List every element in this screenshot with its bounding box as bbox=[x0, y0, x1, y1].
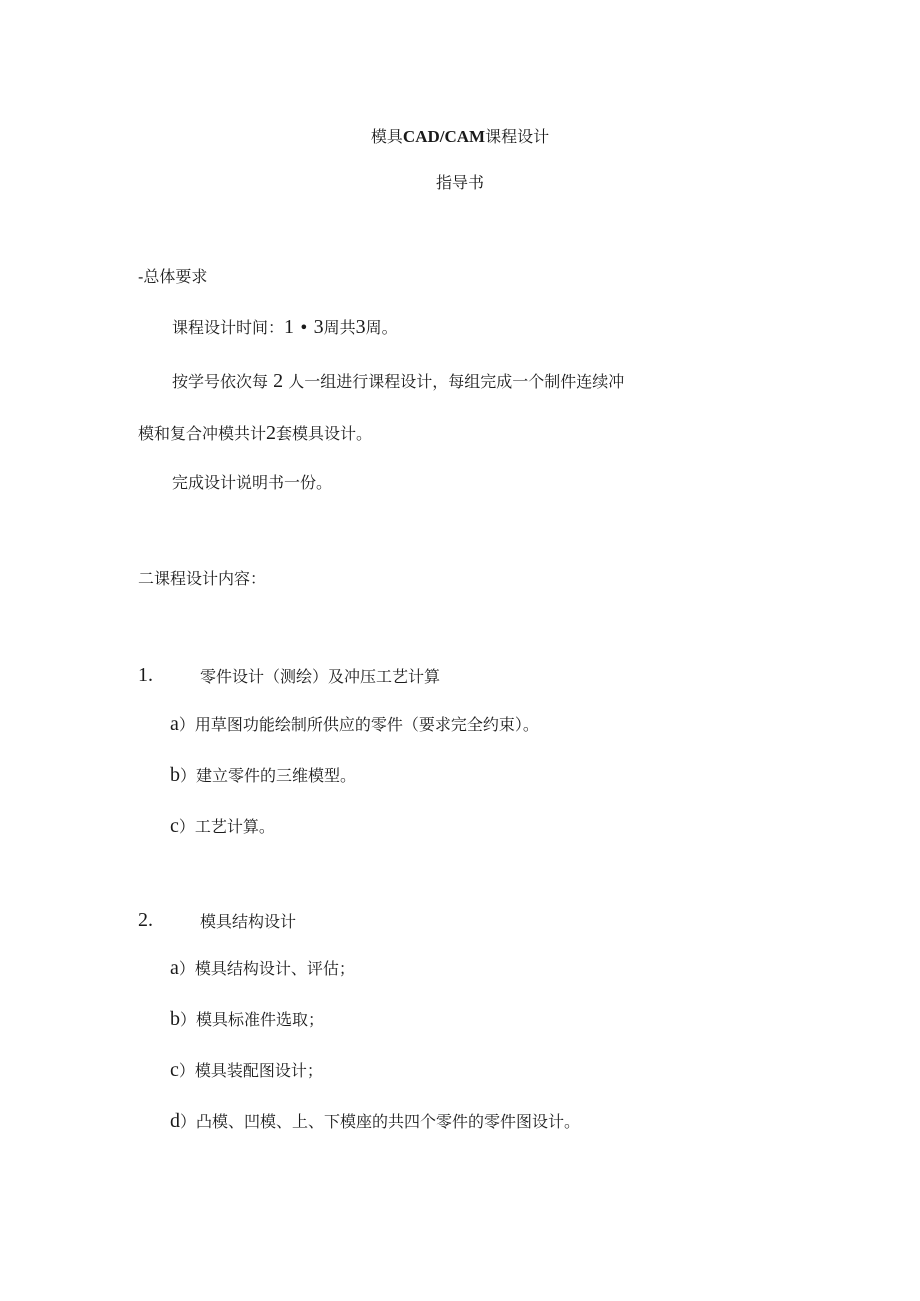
time-end: 周。 bbox=[365, 318, 398, 337]
section1-heading: -总体要求 bbox=[138, 267, 208, 286]
title-prefix: 模具 bbox=[370, 127, 403, 146]
time-from: 1 bbox=[284, 316, 295, 338]
item-2-heading bbox=[138, 909, 153, 932]
item-1-heading bbox=[138, 664, 153, 687]
group-1-a: 按学号依次每 bbox=[172, 372, 269, 391]
item-1-sub-b-text: ）建立零件的三维模型。 bbox=[180, 766, 357, 785]
item-1-sub-c bbox=[170, 815, 275, 838]
item-2-sub-c bbox=[170, 1059, 323, 1082]
group-line-1 bbox=[172, 370, 624, 393]
item-2-sub-b-text: ）模具标准件选取； bbox=[180, 1010, 325, 1029]
time-to: 3 bbox=[313, 316, 324, 338]
section2-heading: 二课程设计内容： bbox=[138, 569, 267, 588]
item-2-sub-d bbox=[170, 1110, 580, 1133]
report-line: 完成设计说明书一份。 bbox=[172, 473, 333, 492]
course-time-line bbox=[172, 316, 398, 339]
item-2-number: 2. bbox=[138, 909, 153, 931]
document-title bbox=[0, 126, 920, 148]
group-1-b: 人一组进行课程设计，每组完成一个制件连续冲 bbox=[288, 372, 625, 391]
time-label: 课程设计时间： bbox=[172, 318, 285, 337]
item-2-sub-a bbox=[170, 957, 355, 980]
time-dot: • bbox=[299, 318, 309, 337]
item-1-title: 零件设计（测绘）及冲压工艺计算 bbox=[200, 667, 441, 686]
item-2-sub-b-marker: b bbox=[170, 1008, 180, 1030]
item-2-sub-c-marker: c bbox=[170, 1059, 179, 1081]
item-1-sub-c-marker: c bbox=[170, 815, 179, 837]
item-1-sub-a-marker: a bbox=[170, 713, 179, 735]
document-subtitle: 指导书 bbox=[435, 173, 484, 192]
item-2-sub-a-text: ）模具结构设计、评估； bbox=[178, 959, 355, 978]
item-2-sub-d-text: ）凸模、凹模、上、下模座的共四个零件的零件图设计。 bbox=[180, 1112, 581, 1131]
item-1-sub-b-marker: b bbox=[170, 764, 180, 786]
item-1-sub-b bbox=[170, 764, 356, 787]
group-2-a: 模和复合冲模共计 bbox=[138, 424, 267, 443]
item-2-sub-d-marker: d bbox=[170, 1110, 180, 1132]
title-latin: CAD/CAM bbox=[402, 127, 486, 146]
item-2-title: 模具结构设计 bbox=[200, 912, 297, 931]
item-2-sub-c-text: ）模具装配图设计； bbox=[178, 1061, 323, 1080]
group-line-2 bbox=[138, 422, 372, 445]
time-total: 3 bbox=[355, 316, 366, 338]
group-2-n: 2 bbox=[266, 422, 277, 444]
item-1-number: 1. bbox=[138, 664, 153, 686]
item-2-sub-a-marker: a bbox=[170, 957, 179, 979]
item-1-sub-c-text: ）工艺计算。 bbox=[178, 817, 275, 836]
title-suffix: 课程设计 bbox=[485, 127, 550, 146]
group-1-n: 2 bbox=[273, 370, 284, 392]
time-mid: 周共 bbox=[323, 318, 356, 337]
group-2-b: 套模具设计。 bbox=[276, 424, 373, 443]
item-1-sub-a-text: ）用草图功能绘制所供应的零件（要求完全约束）。 bbox=[178, 715, 539, 734]
item-1-sub-a bbox=[170, 713, 539, 736]
item-2-sub-b bbox=[170, 1008, 324, 1031]
